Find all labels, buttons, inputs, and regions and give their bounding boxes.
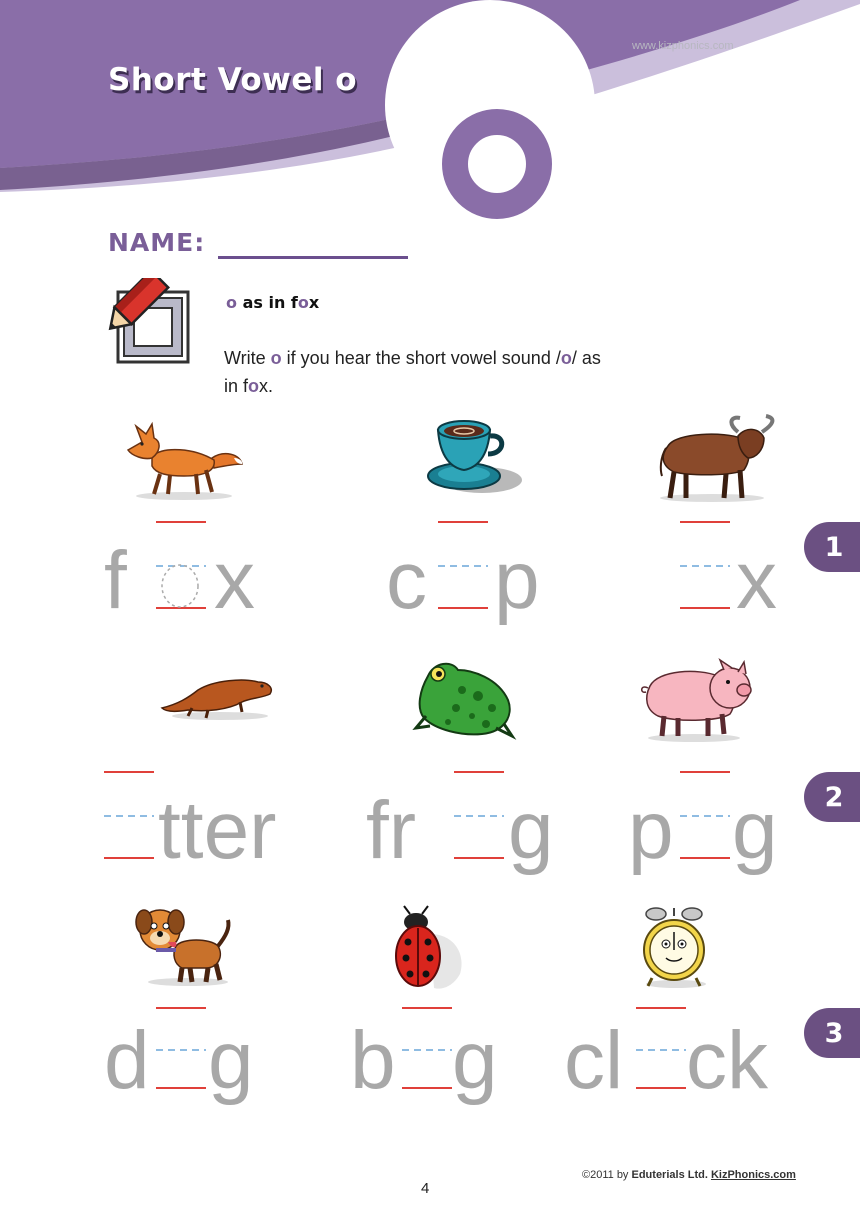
svg-text:cl: cl <box>564 1015 624 1106</box>
ox-picture <box>652 414 778 506</box>
svg-text:g: g <box>208 1015 254 1106</box>
example-text: o as in fox <box>226 293 320 312</box>
row-1-words <box>96 510 796 650</box>
word-otter <box>104 772 276 876</box>
header-banner <box>0 0 860 230</box>
svg-text:x: x <box>214 535 255 626</box>
word-dog <box>104 1008 254 1106</box>
svg-text:g: g <box>732 785 778 876</box>
row-3-words <box>96 996 796 1136</box>
word-bug <box>350 1008 498 1106</box>
clock-picture <box>632 904 714 990</box>
svg-text:ck: ck <box>686 1015 768 1106</box>
word-cup <box>386 522 540 626</box>
word-ox <box>680 522 777 626</box>
word-frog <box>366 772 554 876</box>
svg-text:fr: fr <box>366 785 417 876</box>
pencil-icon <box>100 278 196 368</box>
svg-text:p: p <box>628 785 674 876</box>
frog-picture <box>412 656 518 742</box>
page-title: Short Vowel o <box>108 62 358 98</box>
svg-text:b: b <box>350 1015 396 1106</box>
word-fox <box>104 522 255 626</box>
site-watermark: www.kizphonics.com <box>632 40 734 52</box>
row-tab-2: 2 <box>804 772 860 822</box>
svg-text:tter: tter <box>158 785 277 876</box>
svg-text:x: x <box>736 535 777 626</box>
svg-text:p: p <box>494 535 540 626</box>
svg-text:g: g <box>452 1015 498 1106</box>
row-tab-3: 3 <box>804 1008 860 1058</box>
svg-text:c: c <box>386 535 427 626</box>
svg-text:f: f <box>104 535 127 626</box>
word-pig <box>628 772 778 876</box>
page-number: 4 <box>421 1180 430 1197</box>
bug-picture <box>388 904 470 992</box>
instruction-text: Write o if you hear the short vowel sound /o/ as in fox. <box>224 348 601 396</box>
pig-picture <box>638 658 754 744</box>
cup-picture <box>424 414 524 504</box>
footer-site-link[interactable]: KizPhonics.com <box>710 1169 796 1181</box>
svg-text:d: d <box>104 1015 150 1106</box>
word-clock <box>564 1008 769 1106</box>
otter-picture <box>158 668 276 722</box>
dog-picture <box>132 906 232 988</box>
name-label: NAME: <box>108 228 206 257</box>
footer-copyright: ©2011 by Eduterials Ltd. KizPhonics.com <box>582 1169 796 1181</box>
row-2-words <box>96 760 796 900</box>
svg-text:g: g <box>508 785 554 876</box>
row-tab-1: 1 <box>804 522 860 572</box>
name-line[interactable] <box>218 256 408 259</box>
fox-picture <box>124 420 244 502</box>
